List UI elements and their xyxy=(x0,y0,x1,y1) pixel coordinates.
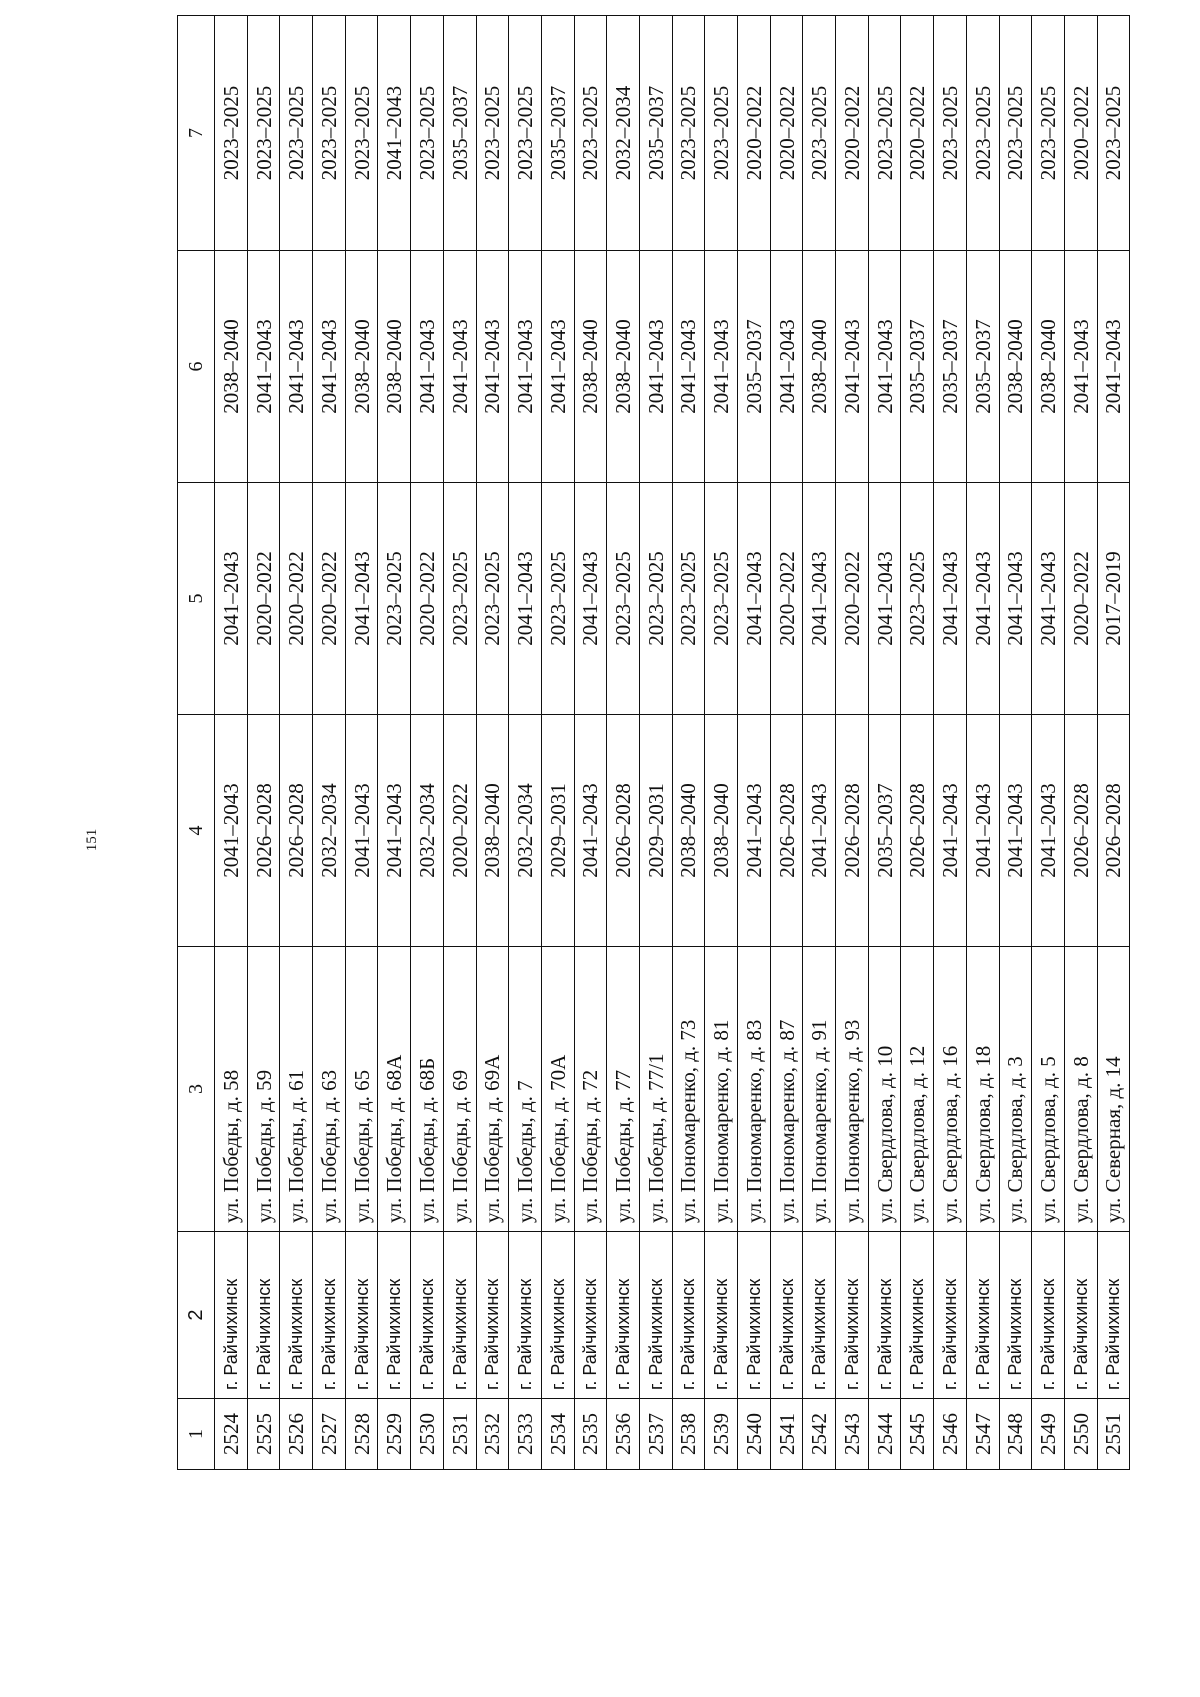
cell-address: ул. Пономаренко, д. 81 xyxy=(705,947,738,1232)
cell-period-6: 2041–2043 xyxy=(1097,251,1130,483)
cell-period-7: 2023–2025 xyxy=(705,16,738,251)
cell-period-5: 2041–2043 xyxy=(738,483,771,715)
cell-period-5: 2041–2043 xyxy=(803,483,836,715)
cell-period-4: 2026–2028 xyxy=(280,715,313,947)
cell-period-4: 2041–2043 xyxy=(803,715,836,947)
cell-period-6: 2041–2043 xyxy=(541,251,574,483)
cell-period-6: 2038–2040 xyxy=(378,251,411,483)
cell-period-5: 2020–2022 xyxy=(1064,483,1097,715)
cell-city: г. Райчихинск xyxy=(476,1232,509,1399)
cell-city: г. Райчихинск xyxy=(934,1232,967,1399)
table-row xyxy=(639,16,672,1470)
cell-period-5: 2023–2025 xyxy=(541,483,574,715)
cell-address: ул. Победы, д. 70А xyxy=(541,947,574,1232)
cell-city: г. Райчихинск xyxy=(443,1232,476,1399)
table-row xyxy=(607,16,640,1470)
cell-period-5: 2023–2025 xyxy=(705,483,738,715)
cell-period-5: 2041–2043 xyxy=(215,483,248,715)
cell-address: ул. Победы, д. 58 xyxy=(215,947,248,1232)
cell-period-6: 2038–2040 xyxy=(215,251,248,483)
cell-id: 2541 xyxy=(770,1399,803,1470)
cell-id: 2537 xyxy=(639,1399,672,1470)
cell-period-7: 2041–2043 xyxy=(378,16,411,251)
cell-period-5: 2023–2025 xyxy=(639,483,672,715)
cell-period-4: 2026–2028 xyxy=(607,715,640,947)
cell-address: ул. Свердлова, д. 8 xyxy=(1064,947,1097,1232)
cell-period-6: 2041–2043 xyxy=(770,251,803,483)
cell-city: г. Райчихинск xyxy=(836,1232,869,1399)
cell-address: ул. Победы, д. 68Б xyxy=(411,947,444,1232)
cell-address: ул. Пономаренко, д. 93 xyxy=(836,947,869,1232)
cell-period-5: 2023–2025 xyxy=(901,483,934,715)
cell-period-4: 2026–2028 xyxy=(901,715,934,947)
column-header: 2 xyxy=(178,1232,215,1399)
table-row xyxy=(966,16,999,1470)
cell-period-4: 2026–2028 xyxy=(247,715,280,947)
table-row xyxy=(934,16,967,1470)
table-row xyxy=(443,16,476,1470)
table-row xyxy=(1064,16,1097,1470)
cell-address: ул. Пономаренко, д. 73 xyxy=(672,947,705,1232)
cell-city: г. Райчихинск xyxy=(999,1232,1032,1399)
cell-period-4: 2026–2028 xyxy=(1064,715,1097,947)
header-row xyxy=(178,16,215,1470)
cell-address: ул. Свердлова, д. 16 xyxy=(934,947,967,1232)
cell-city: г. Райчихинск xyxy=(411,1232,444,1399)
cell-address: ул. Северная, д. 14 xyxy=(1097,947,1130,1232)
column-header: 3 xyxy=(178,947,215,1232)
cell-period-7: 2023–2025 xyxy=(1097,16,1130,251)
cell-period-5: 2023–2025 xyxy=(607,483,640,715)
page-number: 151 xyxy=(84,828,100,852)
cell-period-4: 2032–2034 xyxy=(313,715,346,947)
cell-period-5: 2017–2019 xyxy=(1097,483,1130,715)
cell-city: г. Райчихинск xyxy=(378,1232,411,1399)
cell-id: 2529 xyxy=(378,1399,411,1470)
table-row xyxy=(574,16,607,1470)
table-row xyxy=(705,16,738,1470)
cell-address: ул. Победы, д. 77/1 xyxy=(639,947,672,1232)
table-row xyxy=(1032,16,1065,1470)
cell-city: г. Райчихинск xyxy=(738,1232,771,1399)
cell-period-7: 2035–2037 xyxy=(639,16,672,251)
cell-address: ул. Свердлова, д. 18 xyxy=(966,947,999,1232)
cell-address: ул. Пономаренко, д. 87 xyxy=(770,947,803,1232)
table-row xyxy=(280,16,313,1470)
cell-period-6: 2038–2040 xyxy=(345,251,378,483)
table-row xyxy=(378,16,411,1470)
cell-id: 2534 xyxy=(541,1399,574,1470)
table-row xyxy=(999,16,1032,1470)
cell-period-7: 2020–2022 xyxy=(836,16,869,251)
cell-period-6: 2041–2043 xyxy=(247,251,280,483)
cell-address: ул. Победы, д. 7 xyxy=(509,947,542,1232)
cell-id: 2542 xyxy=(803,1399,836,1470)
cell-period-4: 2041–2043 xyxy=(1032,715,1065,947)
cell-period-4: 2020–2022 xyxy=(443,715,476,947)
cell-city: г. Райчихинск xyxy=(541,1232,574,1399)
cell-period-4: 2035–2037 xyxy=(868,715,901,947)
cell-period-7: 2023–2025 xyxy=(215,16,248,251)
table-row xyxy=(1097,16,1130,1470)
cell-period-4: 2026–2028 xyxy=(836,715,869,947)
table-row xyxy=(770,16,803,1470)
cell-id: 2548 xyxy=(999,1399,1032,1470)
cell-id: 2524 xyxy=(215,1399,248,1470)
cell-city: г. Райчихинск xyxy=(247,1232,280,1399)
cell-id: 2544 xyxy=(868,1399,901,1470)
cell-period-7: 2035–2037 xyxy=(541,16,574,251)
cell-address: ул. Свердлова, д. 3 xyxy=(999,947,1032,1232)
cell-period-4: 2032–2034 xyxy=(411,715,444,947)
cell-id: 2531 xyxy=(443,1399,476,1470)
cell-id: 2547 xyxy=(966,1399,999,1470)
cell-address: ул. Победы, д. 77 xyxy=(607,947,640,1232)
cell-city: г. Райчихинск xyxy=(901,1232,934,1399)
cell-id: 2543 xyxy=(836,1399,869,1470)
cell-city: г. Райчихинск xyxy=(313,1232,346,1399)
cell-period-7: 2023–2025 xyxy=(934,16,967,251)
cell-city: г. Райчихинск xyxy=(509,1232,542,1399)
cell-period-6: 2041–2043 xyxy=(476,251,509,483)
cell-city: г. Райчихинск xyxy=(574,1232,607,1399)
cell-period-7: 2023–2025 xyxy=(999,16,1032,251)
cell-period-7: 2023–2025 xyxy=(803,16,836,251)
cell-city: г. Райчихинск xyxy=(607,1232,640,1399)
column-header: 7 xyxy=(178,16,215,251)
cell-period-4: 2026–2028 xyxy=(1097,715,1130,947)
cell-id: 2535 xyxy=(574,1399,607,1470)
table-row xyxy=(313,16,346,1470)
cell-id: 2526 xyxy=(280,1399,313,1470)
cell-id: 2528 xyxy=(345,1399,378,1470)
cell-period-7: 2023–2025 xyxy=(509,16,542,251)
cell-period-6: 2041–2043 xyxy=(280,251,313,483)
cell-period-6: 2041–2043 xyxy=(443,251,476,483)
cell-address: ул. Свердлова, д. 12 xyxy=(901,947,934,1232)
cell-period-6: 2038–2040 xyxy=(1032,251,1065,483)
cell-address: ул. Победы, д. 69 xyxy=(443,947,476,1232)
cell-period-6: 2035–2037 xyxy=(901,251,934,483)
cell-address: ул. Пономаренко, д. 91 xyxy=(803,947,836,1232)
column-header: 4 xyxy=(178,715,215,947)
cell-period-6: 2038–2040 xyxy=(999,251,1032,483)
cell-address: ул. Победы, д. 63 xyxy=(313,947,346,1232)
column-header: 1 xyxy=(178,1399,215,1470)
cell-city: г. Райчихинск xyxy=(770,1232,803,1399)
cell-period-4: 2041–2043 xyxy=(574,715,607,947)
cell-period-7: 2020–2022 xyxy=(738,16,771,251)
cell-period-4: 2041–2043 xyxy=(934,715,967,947)
cell-city: г. Райчихинск xyxy=(1064,1232,1097,1399)
table-row xyxy=(247,16,280,1470)
cell-period-4: 2041–2043 xyxy=(999,715,1032,947)
cell-period-6: 2038–2040 xyxy=(607,251,640,483)
rotated-table-container xyxy=(177,85,1126,1470)
cell-period-7: 2023–2025 xyxy=(966,16,999,251)
data-table xyxy=(177,15,1130,1470)
cell-period-5: 2041–2043 xyxy=(509,483,542,715)
cell-period-6: 2041–2043 xyxy=(705,251,738,483)
cell-period-6: 2041–2043 xyxy=(672,251,705,483)
cell-period-5: 2020–2022 xyxy=(280,483,313,715)
cell-id: 2549 xyxy=(1032,1399,1065,1470)
table-row xyxy=(215,16,248,1470)
table-row xyxy=(541,16,574,1470)
table-row xyxy=(868,16,901,1470)
cell-period-4: 2041–2043 xyxy=(966,715,999,947)
cell-period-7: 2020–2022 xyxy=(1064,16,1097,251)
cell-period-4: 2032–2034 xyxy=(509,715,542,947)
cell-period-6: 2035–2037 xyxy=(738,251,771,483)
cell-period-7: 2023–2025 xyxy=(247,16,280,251)
cell-period-5: 2041–2043 xyxy=(574,483,607,715)
cell-period-5: 2041–2043 xyxy=(1032,483,1065,715)
cell-city: г. Райчихинск xyxy=(215,1232,248,1399)
cell-period-5: 2041–2043 xyxy=(934,483,967,715)
cell-id: 2532 xyxy=(476,1399,509,1470)
cell-period-6: 2035–2037 xyxy=(934,251,967,483)
table-row xyxy=(803,16,836,1470)
cell-period-7: 2023–2025 xyxy=(313,16,346,251)
cell-city: г. Райчихинск xyxy=(1097,1232,1130,1399)
table-row xyxy=(672,16,705,1470)
cell-period-4: 2041–2043 xyxy=(738,715,771,947)
table-row xyxy=(836,16,869,1470)
cell-period-6: 2038–2040 xyxy=(803,251,836,483)
cell-period-6: 2041–2043 xyxy=(868,251,901,483)
cell-period-5: 2020–2022 xyxy=(836,483,869,715)
cell-period-5: 2041–2043 xyxy=(966,483,999,715)
cell-period-6: 2041–2043 xyxy=(836,251,869,483)
cell-id: 2538 xyxy=(672,1399,705,1470)
cell-address: ул. Пономаренко, д. 83 xyxy=(738,947,771,1232)
cell-period-5: 2041–2043 xyxy=(345,483,378,715)
cell-period-7: 2023–2025 xyxy=(476,16,509,251)
cell-period-5: 2023–2025 xyxy=(476,483,509,715)
cell-period-5: 2020–2022 xyxy=(770,483,803,715)
cell-period-7: 2020–2022 xyxy=(770,16,803,251)
cell-period-7: 2035–2037 xyxy=(443,16,476,251)
cell-period-6: 2041–2043 xyxy=(509,251,542,483)
cell-city: г. Райчихинск xyxy=(966,1232,999,1399)
cell-period-4: 2029–2031 xyxy=(639,715,672,947)
cell-period-4: 2026–2028 xyxy=(770,715,803,947)
cell-city: г. Райчихинск xyxy=(1032,1232,1065,1399)
cell-period-4: 2041–2043 xyxy=(378,715,411,947)
cell-address: ул. Свердлова, д. 10 xyxy=(868,947,901,1232)
cell-period-4: 2041–2043 xyxy=(345,715,378,947)
cell-city: г. Райчихинск xyxy=(280,1232,313,1399)
cell-address: ул. Победы, д. 68А xyxy=(378,947,411,1232)
column-header: 6 xyxy=(178,251,215,483)
cell-period-4: 2038–2040 xyxy=(476,715,509,947)
cell-id: 2550 xyxy=(1064,1399,1097,1470)
table-row xyxy=(345,16,378,1470)
cell-city: г. Райчихинск xyxy=(868,1232,901,1399)
cell-period-7: 2023–2025 xyxy=(1032,16,1065,251)
cell-period-4: 2041–2043 xyxy=(215,715,248,947)
cell-id: 2545 xyxy=(901,1399,934,1470)
table-body xyxy=(215,16,1130,1470)
cell-city: г. Райчихинск xyxy=(345,1232,378,1399)
cell-id: 2533 xyxy=(509,1399,542,1470)
column-header: 5 xyxy=(178,483,215,715)
cell-id: 2536 xyxy=(607,1399,640,1470)
table-row xyxy=(901,16,934,1470)
cell-address: ул. Свердлова, д. 5 xyxy=(1032,947,1065,1232)
cell-city: г. Райчихинск xyxy=(672,1232,705,1399)
cell-id: 2527 xyxy=(313,1399,346,1470)
cell-address: ул. Победы, д. 59 xyxy=(247,947,280,1232)
cell-period-6: 2035–2037 xyxy=(966,251,999,483)
cell-period-5: 2023–2025 xyxy=(672,483,705,715)
cell-period-4: 2038–2040 xyxy=(705,715,738,947)
cell-id: 2530 xyxy=(411,1399,444,1470)
cell-city: г. Райчихинск xyxy=(803,1232,836,1399)
cell-address: ул. Победы, д. 69А xyxy=(476,947,509,1232)
cell-period-7: 2023–2025 xyxy=(280,16,313,251)
cell-period-6: 2038–2040 xyxy=(574,251,607,483)
cell-period-7: 2023–2025 xyxy=(574,16,607,251)
table-row xyxy=(476,16,509,1470)
cell-period-6: 2041–2043 xyxy=(1064,251,1097,483)
cell-id: 2540 xyxy=(738,1399,771,1470)
cell-address: ул. Победы, д. 65 xyxy=(345,947,378,1232)
cell-address: ул. Победы, д. 61 xyxy=(280,947,313,1232)
cell-period-5: 2023–2025 xyxy=(378,483,411,715)
cell-period-7: 2023–2025 xyxy=(411,16,444,251)
cell-city: г. Райчихинск xyxy=(705,1232,738,1399)
cell-period-5: 2041–2043 xyxy=(999,483,1032,715)
cell-period-7: 2032–2034 xyxy=(607,16,640,251)
cell-period-5: 2023–2025 xyxy=(443,483,476,715)
cell-period-7: 2020–2022 xyxy=(901,16,934,251)
cell-id: 2539 xyxy=(705,1399,738,1470)
cell-period-6: 2041–2043 xyxy=(411,251,444,483)
cell-period-4: 2038–2040 xyxy=(672,715,705,947)
cell-city: г. Райчихинск xyxy=(639,1232,672,1399)
cell-id: 2525 xyxy=(247,1399,280,1470)
cell-period-6: 2041–2043 xyxy=(639,251,672,483)
cell-period-6: 2041–2043 xyxy=(313,251,346,483)
cell-period-5: 2020–2022 xyxy=(411,483,444,715)
cell-period-5: 2020–2022 xyxy=(247,483,280,715)
table-row xyxy=(509,16,542,1470)
cell-period-5: 2041–2043 xyxy=(868,483,901,715)
table-row xyxy=(738,16,771,1470)
cell-period-7: 2023–2025 xyxy=(868,16,901,251)
cell-period-7: 2023–2025 xyxy=(345,16,378,251)
cell-address: ул. Победы, д. 72 xyxy=(574,947,607,1232)
cell-period-4: 2029–2031 xyxy=(541,715,574,947)
cell-period-7: 2023–2025 xyxy=(672,16,705,251)
cell-id: 2546 xyxy=(934,1399,967,1470)
cell-id: 2551 xyxy=(1097,1399,1130,1470)
cell-period-5: 2020–2022 xyxy=(313,483,346,715)
table-row xyxy=(411,16,444,1470)
